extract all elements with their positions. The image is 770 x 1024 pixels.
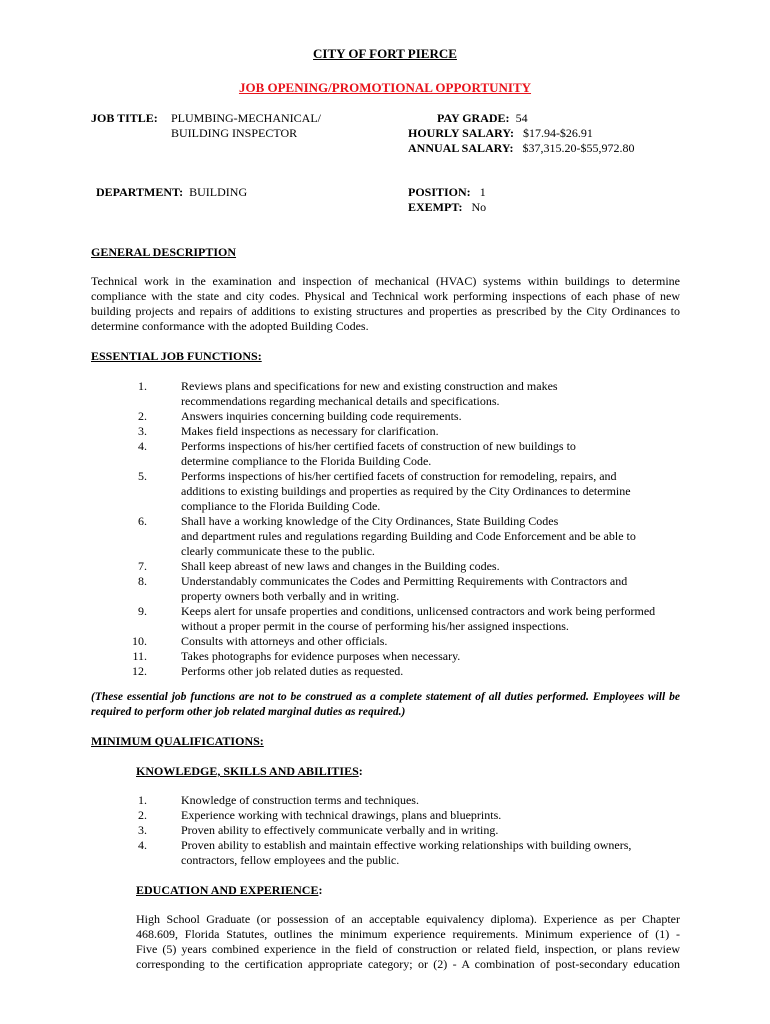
annual-salary [408,141,635,156]
list-item [91,424,655,439]
exempt [408,200,486,215]
exempt-label: EXEMPT: [408,200,463,214]
text-line: Technical work in the examination and inspection of mechanical (HVAC) systems within buildings to determine [91,274,680,288]
ksa-heading [136,764,363,779]
item-number: 2. [138,808,147,822]
hourly-salary-value: $17.94-$26.91 [522,126,593,140]
item-number: 12. [132,664,147,678]
item-text: clearly communicate these to the public. [181,544,375,558]
position-value: 1 [479,185,486,199]
item-text: Performs inspections of his/her certified facets of construction of new buildings to [181,439,576,453]
item-number: 6. [138,514,147,528]
list-item [91,649,655,664]
item-number: 2. [138,409,147,423]
list-item [91,469,655,514]
item-text: determine compliance to the Florida Building Code. [181,454,432,468]
education-heading-colon: : [318,883,323,897]
list-item [91,409,655,424]
item-text: Reviews plans and specifications for new and existing construction and makes [181,379,558,393]
ksa-heading-text: KNOWLEDGE, SKILLS AND ABILITIES [136,764,359,778]
department-label: DEPARTMENT: [96,185,184,199]
annual-salary-label: ANNUAL SALARY: [408,141,514,155]
item-text: Experience working with technical drawings, plans and blueprints. [181,808,502,822]
general-description-heading: GENERAL DESCRIPTION [91,245,237,259]
item-number: 11. [132,649,147,663]
essential-functions-heading: ESSENTIAL JOB FUNCTIONS: [91,349,262,363]
list-item [91,838,631,868]
item-number: 8. [138,574,147,588]
department-value: BUILDING [189,185,248,199]
ksa-list [91,793,631,868]
document-title [0,46,770,61]
item-text: property owners both verbally and in writing. [181,589,400,603]
education-text [136,912,680,972]
org-name: CITY OF FORT PIERCE [313,46,457,61]
item-text: without a proper permit in the course of performing his/her assigned inspections. [181,619,569,633]
essential-functions-list [91,379,655,679]
item-number: 3. [138,823,147,837]
ksa-heading-colon: : [358,764,363,778]
item-text: Makes field inspections as necessary for clarification. [181,424,439,438]
item-number: 4. [138,838,147,852]
education-heading [136,883,322,898]
item-text: Performs other job related duties as requested. [181,664,404,678]
list-item [91,574,655,604]
item-text: Answers inquiries concerning building code requirements. [181,409,462,423]
item-number: 1. [138,793,147,807]
item-text: Shall have a working knowledge of the City Ordinances, State Building Codes [181,514,559,528]
list-item [91,604,655,634]
text-line: 468.609, Florida Statutes, outlines the minimum experience requirements. Minimum experience of (1) - [136,927,680,941]
document-subtitle [0,80,770,95]
text-line: Five (5) years combined experience in the field of construction or related field, inspection, or plans review [136,942,680,956]
department [96,185,247,200]
note-line: required to perform other job related marginal duties as required.) [91,706,406,718]
position-label: POSITION: [408,185,471,199]
list-item [91,793,631,808]
job-title-line2: BUILDING INSPECTOR [171,126,298,140]
item-text: additions to existing buildings and properties as required by the City Ordinances to determine [181,484,631,498]
item-text: Knowledge of construction terms and techniques. [181,793,419,807]
item-number: 7. [138,559,147,573]
position [408,185,486,200]
list-item [91,439,655,469]
general-description-text [91,274,680,334]
list-item [91,634,655,649]
item-number: 1. [138,379,147,393]
item-number: 3. [138,424,147,438]
list-item [91,514,655,559]
item-text: compliance to the Florida Building Code. [181,499,381,513]
text-line: compliance with the state and city codes. Physical and Technical work performing inspections of each phase of new [91,289,680,303]
item-text: Understandably communicates the Codes and Permitting Requirements with Contractors and [181,574,628,588]
item-text: Proven ability to effectively communicate verbally and in writing. [181,823,499,837]
item-text: Keeps alert for unsafe properties and conditions, unlicensed contractors and work being performed [181,604,656,618]
annual-salary-value: $37,315.20-$55,972.80 [522,141,635,155]
list-item [91,664,655,679]
list-item [91,379,655,409]
text-line: building projects and repairs of additions to existing structures and properties as prescribed by the City Ordinances to [91,304,680,318]
text-line: High School Graduate (or possession of an acceptable equivalency diploma). Experience as per Chapter [136,912,680,926]
text-line: determine conformance with the adopted Building Codes. [91,319,369,333]
item-number: 4. [138,439,147,453]
pay-grade-label: PAY GRADE: [437,111,510,125]
item-text: recommendations regarding mechanical details and specifications. [181,394,500,408]
list-item [91,559,655,574]
item-text: Takes photographs for evidence purposes when necessary. [181,649,461,663]
minimum-qualifications-heading: MINIMUM QUALIFICATIONS: [91,734,264,748]
job-title-label: JOB TITLE: [91,111,158,125]
item-number: 5. [138,469,147,483]
list-item [91,808,631,823]
item-text: Performs inspections of his/her certified facets of construction for remodeling, repairs, and [181,469,617,483]
hourly-salary [408,126,593,141]
item-number: 10. [132,634,147,648]
exempt-value: No [471,200,487,214]
education-heading-text: EDUCATION AND EXPERIENCE [136,883,319,897]
item-text: contractors, fellow employees and the public. [181,853,400,867]
job-title-line1: PLUMBING-MECHANICAL/ [171,111,321,125]
item-text: and department rules and regulations regarding Building and Code Enforcement and be able to [181,529,636,543]
note-line: (These essential job functions are not to be construed as a complete statement of all duties performed. Employees will be [91,691,680,703]
item-text: Shall keep abreast of new laws and changes in the Building codes. [181,559,500,573]
pay-grade-value: 54 [515,111,528,125]
text-line: corresponding to the certification appropriate category; or (2) - A combination of post-secondary education [136,957,680,971]
list-item [91,823,631,838]
hourly-salary-label: HOURLY SALARY: [408,126,514,140]
pay-grade [437,111,528,126]
opening-heading: JOB OPENING/PROMOTIONAL OPPORTUNITY [238,80,532,95]
item-text: Consults with attorneys and other officials. [181,634,388,648]
item-number: 9. [138,604,147,618]
item-text: Proven ability to establish and maintain effective working relationships with building owners, [181,838,632,852]
essential-functions-note [91,690,680,720]
